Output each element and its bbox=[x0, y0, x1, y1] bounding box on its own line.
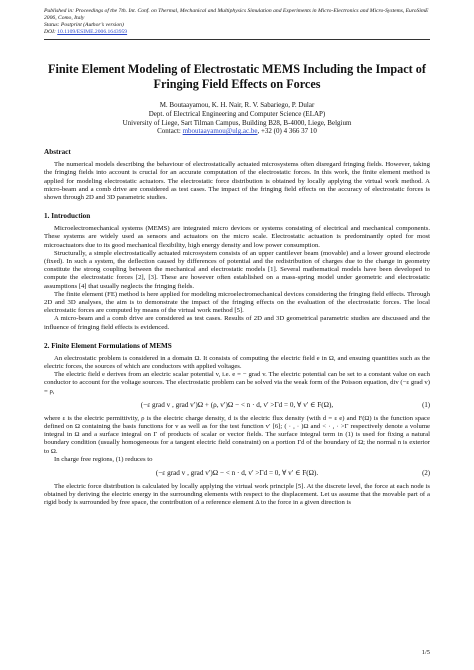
contact-email-link[interactable]: mboutaayamou@ulg.ac.be bbox=[182, 127, 258, 136]
doi-line bbox=[44, 29, 430, 36]
abstract-text: The numerical models describing the behaviour of electrostatically actuated microsystems often disregard fringing fields. However, taking the fringing fields into account is crucial for an accurate computation of the electrostatic forces. In this work, the finite element method is applied for modeling electrostatic actuators. The electrostatic force distribution is obtained by locally applying the virtual work method. A micro-beam and a comb drive are considered as test cases. The impact of the fringing field effects on the accuracy of electrostatic forces is shown through 2D and 3D parametric studies. bbox=[44, 161, 430, 201]
equation-2-body: (−ε grad v , grad v′)Ω − < n · d, v′ >Γd = 0, ∀ v′ ∈ F(Ω). bbox=[155, 469, 319, 478]
equation-1-body: (−ε grad v , grad v′)Ω + (ρ, v′)Ω − < n · d, v′ >Γd = 0, ∀ v′ ∈ F(Ω), bbox=[140, 400, 334, 409]
page-number: 1/5 bbox=[421, 649, 430, 656]
intro-paragraph-2: Structurally, a simple electrostatically actuated microsystem consists of an upper cantilever beam (movable) and a lower ground electrode (fixed). In such a system, the deflection caused by differences of potential and the redistribution of charges due to the change in geometry constitute the strong coupling between the mechanical and electrostatic models [1]. Several mathematical models have been developed to compute the electrostatic forces [2], [3]. These are however often established on a mass-spring model under geometric and electrostatic assumptions [4] that usually neglects the fringing fields. bbox=[44, 249, 430, 290]
equation-2 bbox=[44, 469, 430, 478]
section2-heading: 2. Finite Element Formulations of MEMS bbox=[44, 341, 172, 350]
publication-info bbox=[44, 8, 430, 36]
author-department: Dept. of Electrical Engineering and Computer Science (ELAP) bbox=[148, 109, 326, 118]
publication-line: Published in: Proceedings of the 7th. Int. Conf. on Thermal, Mechanical and Multiphysics Simulation and Experiments in Micro-Electronics and Micro-Systems, EuroSimE 2006, Como, Italy bbox=[44, 8, 429, 21]
status-line: Status: Postprint (Author’s version) bbox=[44, 22, 124, 28]
section2-paragraph-5: The electric force distribution is calculated by locally applying the virtual work principle [5]. At the discrete level, the force at each node is obtained by deriving the electric energy in the surrounding elements with respect to the displacement. Let us assume that the movable part of a rigid body is surrounded by free space, the contribution of a reference element Δ to the force in a given direction is bbox=[44, 483, 430, 507]
abstract-heading: Abstract bbox=[44, 148, 71, 157]
intro-paragraph-1: Microelectromechanical systems (MEMS) are integrated micro devices or systems consisting of electrical and mechanical components. These systems are widely used as sensors and actuators on the micro scale. Electrostatic actuation is predominantly opted for most microactuators due to its good mechanical flexibility, high energy density and low power consumption. bbox=[44, 225, 430, 249]
doi-label: DOI: bbox=[44, 29, 58, 35]
intro-paragraph-4: A micro-beam and a comb drive are considered as test cases. Results of 2D and 3D geometrical parametric studies are discussed and the influence of fringing field effects is evidenced. bbox=[44, 315, 430, 331]
equation-2-number: (2) bbox=[422, 470, 430, 478]
author-names: M. Boutaayamou, K. H. Nair, R. V. Sabariego, P. Dular bbox=[159, 101, 315, 109]
doi-link[interactable]: 10.1109/ESIME.2006.1643959 bbox=[57, 29, 128, 35]
intro-heading: 1. Introduction bbox=[44, 212, 91, 221]
author-address: University of Liege, Sart Tilman Campus, Building B28, B-4000, Liege, Belgium bbox=[122, 118, 352, 127]
intro-paragraph-3: The finite element (FE) method is here applied for modeling microelectromechanical devices considering the fringing field effects. Through 2D and 3D analyses, the aim is to demonstrate the impact of the fringing effects on the evaluation of the electrostatic forces. The local electrostatic forces are computed by means of the virtual work method [5]. bbox=[44, 290, 430, 315]
section2-paragraph-1: An electrostatic problem is considered in a domain Ω. It consists of computing the electric field e in Ω, and ensuing quantities such as the electric forces, the sources of which are conductors with applied voltages. bbox=[44, 354, 430, 371]
section2-paragraph-3: where ε is the electric permittivity, ρ is the electric charge density, d is the electric flux density (with d = ε e) and F(Ω) is the function space defined on Ω containing the basis functions for v as well as for the test function v′ [6]; ( · , · )Ω and < · , · >Γ respectively denote a volume integral in Ω and a surface integral on Γ of products of scalar or vector fields. The surface integral term in (1) is used for fixing a natural boundary condition (usually homogeneous for a tangent electric field constraint) on a portion Γd of the boundary of Ω; the normal n is exterior to Ω. bbox=[44, 414, 430, 455]
contact-label: Contact: bbox=[157, 127, 183, 136]
section2-paragraph-4: In charge free regions, (1) reduces to bbox=[54, 455, 153, 463]
header-divider bbox=[44, 39, 430, 40]
paper-title: Finite Element Modeling of Electrostatic MEMS Including the Impact of Fringing Field Effects on Forces bbox=[48, 62, 426, 91]
section2-paragraph-2: The electric field e derives from an electric scalar potential v, i.e. e = − grad v. The electric potential can be set to a constant value on each conductor to account for the voltage sources. The electrostatic problem can be solved via the weak form of the Poisson equation, div (−ε grad v) = ρ, bbox=[44, 371, 430, 395]
contact-phone: , +32 (0) 4 366 37 10 bbox=[257, 127, 317, 136]
equation-1 bbox=[44, 401, 430, 410]
equation-1-number: (1) bbox=[422, 401, 430, 409]
author-contact bbox=[44, 127, 430, 136]
author-block bbox=[44, 101, 430, 136]
